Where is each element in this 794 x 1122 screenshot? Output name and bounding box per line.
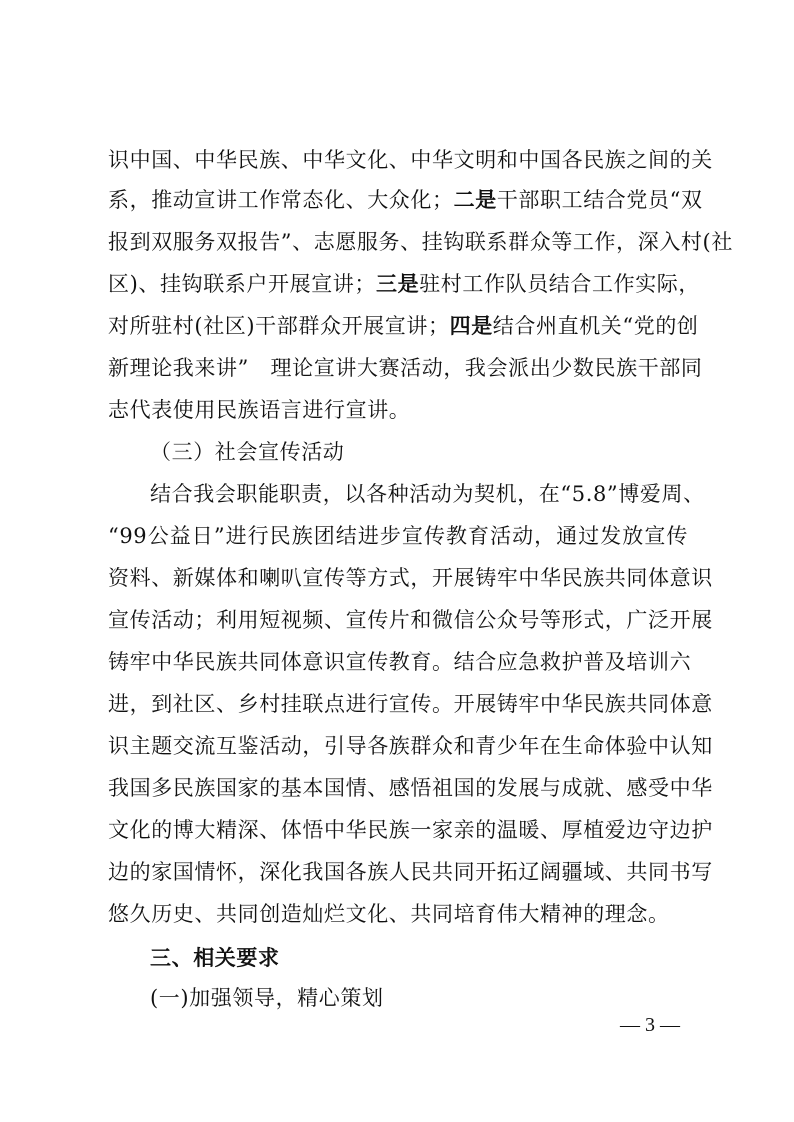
text: 宣传活动；利用短视频、宣传片和微信公众号等形式，广泛开展: [108, 608, 713, 632]
text: 对所驻村(社区)干部群众开展宣讲；: [108, 314, 450, 338]
paragraph2-line11: [108, 896, 688, 932]
paragraph2-line9: [108, 812, 713, 848]
paragraph2-line3: [108, 560, 713, 596]
paragraph1-line2: [108, 182, 703, 218]
paragraph2-line8: [108, 770, 713, 806]
text: 报到双服务双报告”、志愿服务、挂钩联系群众等工作，深入村(社: [108, 230, 733, 254]
text: 区)、挂钩联系户开展宣讲；: [108, 272, 376, 296]
text: “99公益日”进行民族团结进步宣传教育活动，通过发放宣传: [108, 524, 688, 548]
paragraph2-line2: [108, 518, 688, 554]
part3-heading: 三、相关要求: [150, 946, 280, 970]
paragraph2-line4: [108, 602, 713, 638]
page-number: — 3 —: [620, 1014, 680, 1036]
text: 干部职工结合党员“双: [496, 188, 703, 212]
text: 边的家国情怀，深化我国各族人民共同开拓辽阔疆域、共同书写: [108, 860, 713, 884]
paragraph1-line5: [108, 308, 699, 344]
paragraph2-line7: [108, 728, 713, 764]
paragraph2-line6: [108, 686, 713, 722]
text: 驻村工作队员结合工作实际，: [419, 272, 701, 296]
paragraph2-line10: [108, 854, 713, 890]
paragraph1-line1: [108, 142, 713, 178]
paragraph1-line7: [108, 392, 688, 428]
text: 悠久历史、共同创造灿烂文化、共同培育伟大精神的理念。: [108, 902, 670, 926]
section3-heading: （三）社会宣传活动: [150, 440, 345, 464]
text: 系，推动宣讲工作常态化、大众化；: [108, 188, 454, 212]
bold-marker-four: 四是: [449, 314, 493, 338]
subsection1-heading: (一)加强领导，精心策划: [150, 986, 384, 1010]
text: 资料、新媒体和喇叭宣传等方式，开展铸牢中华民族共同体意识: [108, 566, 713, 590]
text: 我国多民族国家的基本国情、感悟祖国的发展与成就、感受中华: [108, 776, 713, 800]
text: 进，到社区、乡村挂联点进行宣传。开展铸牢中华民族共同体意: [108, 692, 713, 716]
paragraph2-line1: [150, 476, 705, 512]
paragraph1-line6: [108, 350, 703, 386]
text: 铸牢中华民族共同体意识宣传教育。结合应急救护普及培训六: [108, 650, 692, 674]
paragraph1-line3: [108, 224, 733, 260]
bold-marker-two: 二是: [453, 188, 497, 212]
text: 识中国、中华民族、中华文化、中华文明和中国各民族之间的关: [108, 148, 713, 172]
text: 识主题交流互鉴活动，引导各族群众和青少年在生命体验中认知: [108, 734, 713, 758]
text: 文化的博大精深、体悟中华民族一家亲的温暖、厚植爱边守边护: [108, 818, 713, 842]
paragraph1-line4: [108, 266, 701, 302]
text: 结合我会职能职责，以各种活动为契机，在“5.8”博爱周、: [150, 482, 705, 506]
paragraph2-line5: [108, 644, 692, 680]
text: 志代表使用民族语言进行宣讲。: [108, 398, 411, 422]
bold-marker-three: 三是: [376, 272, 420, 296]
text: 新理论我来讲” 理论宣讲大赛活动，我会派出少数民族干部同: [108, 356, 703, 380]
text: 结合州直机关“党的创: [492, 314, 699, 338]
